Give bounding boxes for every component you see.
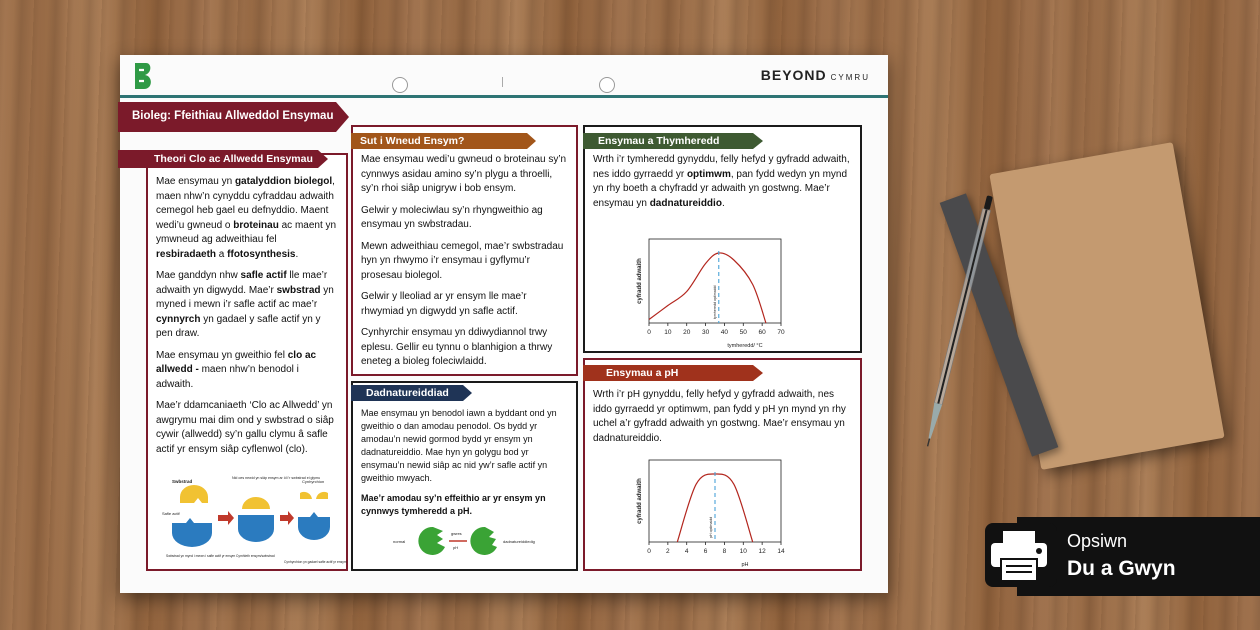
header-rule bbox=[120, 95, 888, 98]
label-substrate: Swbstrad bbox=[172, 479, 193, 484]
temperature-box bbox=[583, 125, 862, 353]
punch-hole bbox=[392, 77, 408, 93]
x-tick-label: 12 bbox=[758, 548, 766, 555]
fold-mark bbox=[502, 77, 503, 87]
brand-name: BEYOND bbox=[760, 67, 827, 83]
x-tick-label: 6 bbox=[703, 548, 708, 555]
denature-p2: Mae’r amodau sy’n effeithio ar yr ensym yn cynnwys tymheredd a pH. bbox=[361, 493, 546, 516]
x-tick-label: 60 bbox=[758, 329, 766, 336]
y-axis-label: cyfradd adwaith bbox=[637, 478, 643, 524]
denature-diagram bbox=[393, 523, 543, 559]
punch-hole bbox=[599, 77, 615, 93]
ph-box bbox=[583, 358, 862, 571]
temperature-p1: Wrth i’r tymheredd gynyddu, felly hefyd y gyfradd adwaith, nes iddo gyrraedd yr optimwm, pan fydd wedyn yn mynd yn rhy boeth a chyfradd yr adwaith yn gostwng. Mae’r ensymau yn dadnatureiddio. bbox=[593, 154, 850, 209]
denature-title: Dadnatureiddiad bbox=[366, 387, 449, 399]
brand bbox=[761, 67, 870, 85]
print-option-badge[interactable] bbox=[1017, 517, 1260, 596]
x-axis-label: tymheredd/ °C bbox=[727, 343, 763, 349]
x-tick-label: 0 bbox=[647, 329, 651, 336]
printer-icon bbox=[983, 521, 1059, 589]
caption-2: Cymhleth ensym/swbstrad bbox=[236, 554, 275, 558]
how-made-p3: Mewn adweithiau cemegol, mae’r swbstradau hyn yn rhwymo i’r ensymau i gyflymu’r prosesau biolegol. bbox=[361, 240, 564, 281]
revision-sheet bbox=[120, 55, 888, 593]
how-made-p1: Mae ensymau wedi’u gwneud o broteinau sy’n cynnwys asidau amino sy’n plygu a throelli, sy’n rhoi siâp unigryw i bob ensym. bbox=[361, 154, 567, 194]
caption-3: Cynhyrchion yn gadael safle actif yr ensym bbox=[284, 560, 347, 564]
how-made-p2: Gelwir y moleciwlau sy’n rhyngweithio ag ensymau yn swbstradau. bbox=[361, 204, 543, 230]
label-products: Cynhyrchion bbox=[302, 479, 325, 484]
beyond-logo bbox=[132, 61, 154, 91]
x-tick-label: 2 bbox=[666, 548, 670, 555]
x-tick-label: 70 bbox=[777, 329, 785, 336]
how-made-box bbox=[351, 125, 578, 376]
temperature-chart bbox=[625, 235, 825, 349]
print-option-line2: Du a Gwyn bbox=[1067, 557, 1176, 580]
x-tick-label: 14 bbox=[777, 548, 785, 555]
x-tick-label: 50 bbox=[739, 329, 747, 336]
x-tick-label: 20 bbox=[683, 329, 691, 336]
x-axis-label: pH bbox=[741, 562, 749, 568]
label-ph: pH bbox=[453, 545, 459, 550]
x-tick-label: 4 bbox=[684, 548, 689, 555]
x-tick-label: 10 bbox=[664, 329, 672, 336]
how-made-title: Sut i Wneud Ensym? bbox=[360, 135, 465, 147]
x-tick-label: 0 bbox=[647, 548, 651, 555]
x-tick-label: 30 bbox=[701, 329, 710, 336]
label-active-site: Safle actif bbox=[162, 511, 180, 516]
page-title: Bioleg: Ffeithiau Allweddol Ensymau bbox=[132, 110, 334, 122]
lock-key-p2: Mae ganddyn nhw safle actif lle mae’r adwaith yn digwydd. Mae’r swbstrad yn myned i mewn i’r safle actif ac mae’r cynnyrch yn gadael y safle actif yn y pen draw. bbox=[156, 270, 334, 339]
ph-chart bbox=[625, 456, 825, 568]
ph-p1: Wrth i’r pH gynyddu, felly hefyd y gyfradd adwaith, nes iddo gyrraedd yr optimwm, pan fydd y pH yn mynd yn rhy uchel a’r gyfradd adwaith yn gostwng. Mae’r ensymau yn dadnatureiddio. bbox=[593, 389, 846, 444]
y-axis-label: cyfradd adwaith bbox=[637, 258, 643, 304]
label-heat: gwres bbox=[451, 531, 462, 536]
lock-key-box bbox=[146, 153, 348, 571]
x-tick-label: 10 bbox=[739, 548, 747, 555]
caption-1: Swbstrad yn mynd i mewn i safle actif yr ensym bbox=[166, 554, 236, 558]
label-denatured: dadnatureiddiedig bbox=[503, 539, 535, 544]
label-normal: normal bbox=[393, 539, 406, 544]
lock-key-title: Theori Clo ac Allwedd Ensymau bbox=[154, 153, 313, 165]
denature-box bbox=[351, 381, 578, 571]
lock-key-diagram bbox=[162, 475, 347, 565]
how-made-p4: Gelwir y lleoliad ar yr ensym lle mae’r rhwymiad yn digwydd yn safle actif. bbox=[361, 291, 527, 317]
temperature-title: Ensymau a Thymheredd bbox=[598, 135, 720, 147]
print-option-line1: Opsiwn bbox=[1067, 531, 1128, 551]
ph-title: Ensymau a pH bbox=[606, 367, 679, 379]
lock-key-p4: Mae’r ddamcaniaeth ‘Clo ac Allwedd’ yn awgrymu mai dim ond y swbstrad o siâp cywir (allwedd) sy’n gallu clymu â safle actif yr ensym siâp cyflenwol (clo). bbox=[156, 400, 334, 455]
x-tick-label: 40 bbox=[720, 329, 729, 336]
label-no-shape-change: Nid oes newid yn siâp ensym ar ôl i’r swbstrad ei glymu bbox=[232, 476, 321, 480]
brand-sub: CYMRU bbox=[830, 73, 870, 82]
how-made-p5: Cynhyrchir ensymau yn ddiwydiannol trwy eplesu. Gellir eu tynnu o blanhigion a thrwy eneteg a bioleg foleciwlaidd. bbox=[361, 327, 553, 367]
lock-key-p1: Mae ensymau yn gatalyddion biolegol, maen nhw’n cynyddu cyfraddau adwaith cemegol heb gael eu defnyddio. Maent wedi’u gwneud o broteinau ac maent yn ymwneud ag adweithiau fel resbiradaeth a ffotosynthesis. bbox=[156, 176, 337, 260]
x-tick-label: 8 bbox=[722, 548, 727, 555]
optimum-label: pH optimaidd bbox=[709, 516, 713, 538]
optimum-label: tymheredd optimaidd bbox=[712, 285, 717, 319]
lock-key-p3: Mae ensymau yn gweithio fel clo ac allwedd - maen nhw’n benodol i adwaith. bbox=[156, 349, 317, 390]
denature-p1: Mae ensymau yn benodol iawn a byddant ond yn gweithio o dan amodau penodol. Os bydd yr amodau’n newid gormod bydd yr ensym yn dadnatureiddio. Mae hyn yn golygu bod yr ensymau’n newid siâp ac nid yw’r safle actif yn gweithio mwyach. bbox=[361, 408, 557, 483]
